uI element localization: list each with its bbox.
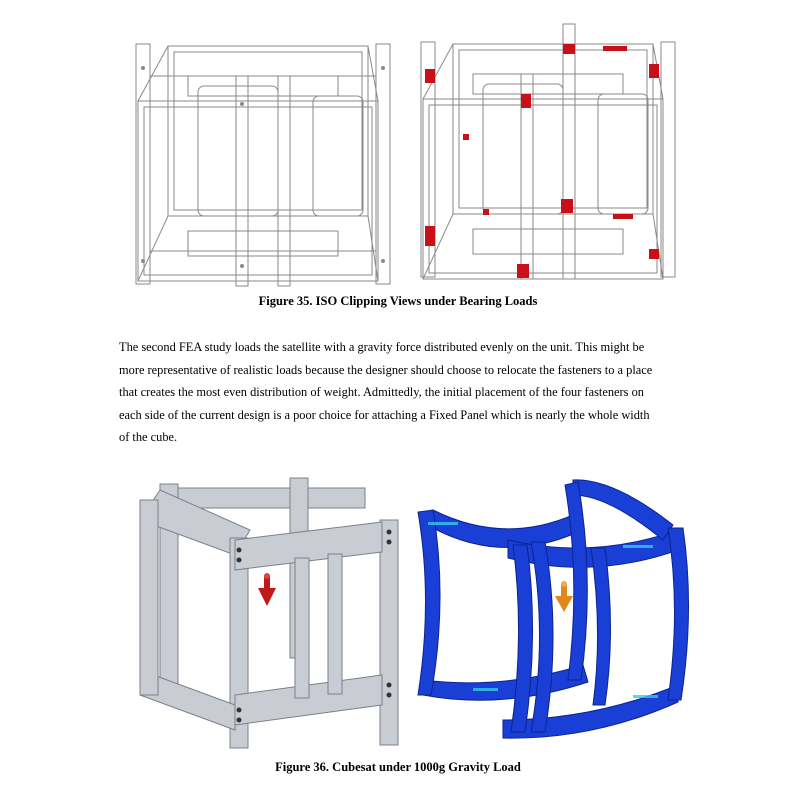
gravity-arrow-icon — [555, 581, 573, 612]
body-paragraph — [119, 336, 694, 449]
figure36-left-cubesat-frame — [130, 470, 402, 750]
gravity-arrow-icon — [258, 573, 276, 606]
paragraph-line: each side of the current design is a poor choice for attaching a Fixed Panel which is nearly the whole width — [119, 407, 650, 422]
figure35-caption: Figure 35. ISO Clipping Views under Bearing Loads — [258, 294, 538, 308]
figure35-right-wireframe-stress — [413, 14, 683, 284]
paragraph-line: The second FEA study loads the satellite with a gravity force distributed evenly on the unit. This might be — [119, 340, 645, 354]
paragraph-line: more representative of realistic loads because the designer should choose to relocate the fasteners to a place — [119, 362, 653, 377]
paragraph-line: that creates the most even distribution of weight. Admittedly, the initial placement of the four fasteners on — [119, 385, 644, 399]
paragraph-line: of the cube. — [119, 430, 178, 444]
figure36-caption: Figure 36. Cubesat under 1000g Gravity Load — [275, 760, 521, 774]
figure35-left-wireframe — [128, 36, 398, 291]
figure36-right-stress-plot — [413, 470, 698, 750]
